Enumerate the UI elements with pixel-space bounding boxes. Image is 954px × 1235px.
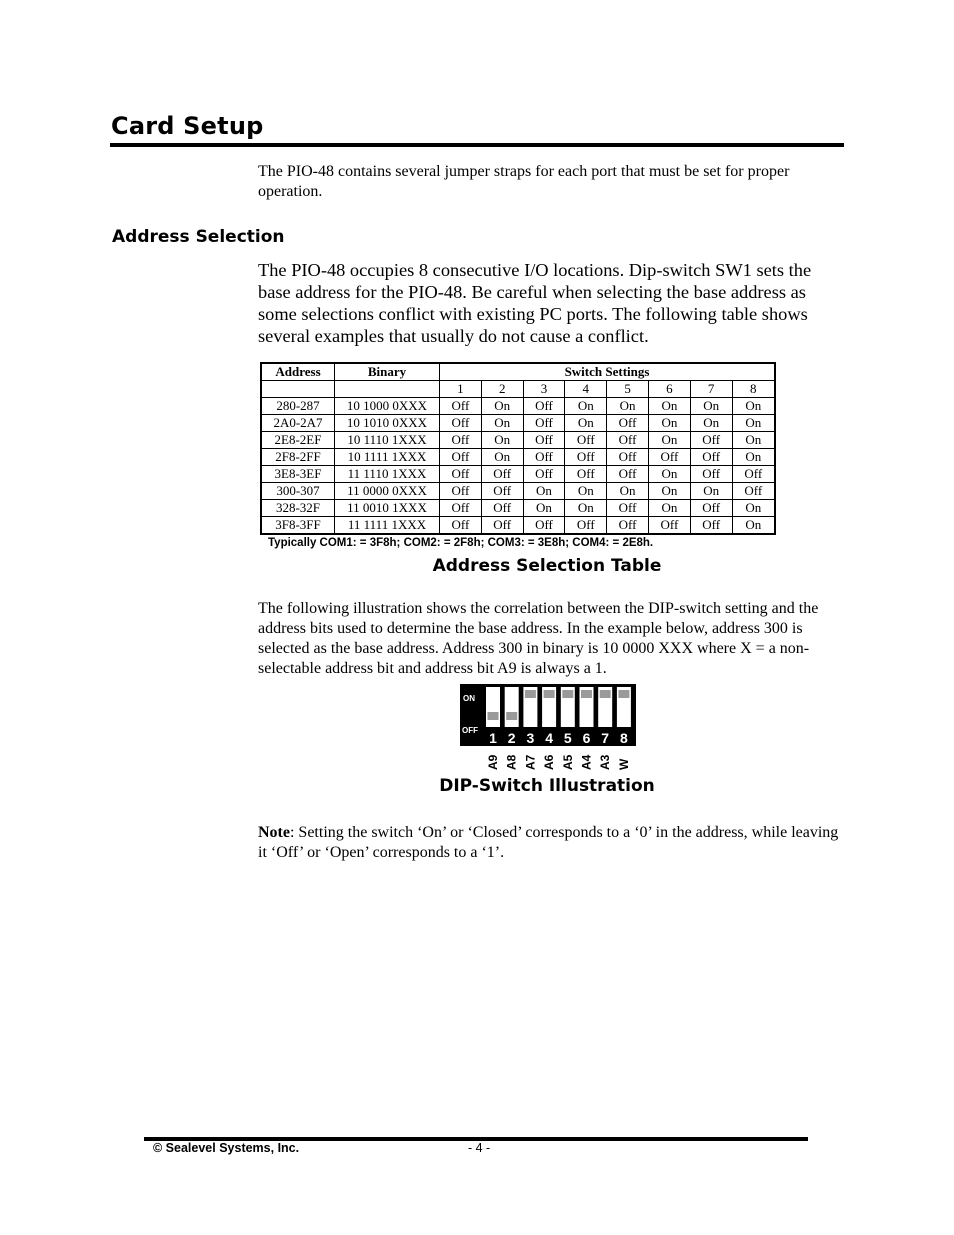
- switch-number-2: 2: [481, 381, 523, 398]
- binary-cell: 10 1111 1XXX: [335, 449, 440, 466]
- binary-cell: 11 0000 0XXX: [335, 483, 440, 500]
- switch-setting-cell: On: [523, 500, 565, 517]
- switch-setting-cell: On: [481, 449, 523, 466]
- table-row: [261, 466, 775, 483]
- switch-setting-cell: Off: [565, 432, 607, 449]
- switch-setting-cell: Off: [607, 517, 649, 535]
- switch-setting-cell: On: [732, 500, 775, 517]
- switch-setting-cell: On: [690, 398, 732, 415]
- address-cell: 3E8-3EF: [261, 466, 335, 483]
- binary-cell: 11 1111 1XXX: [335, 517, 440, 535]
- dip-off-label: OFF: [462, 726, 478, 735]
- switch-number-6: 6: [648, 381, 690, 398]
- switch-setting-cell: Off: [690, 517, 732, 535]
- dip-switch-1: [486, 687, 500, 727]
- address-cell: 3F8-3FF: [261, 517, 335, 535]
- switch-setting-cell: On: [732, 432, 775, 449]
- switch-setting-cell: Off: [440, 483, 482, 500]
- address-cell: 328-32F: [261, 500, 335, 517]
- switch-setting-cell: Off: [690, 500, 732, 517]
- switch-setting-cell: Off: [607, 466, 649, 483]
- address-bit-label: A7: [523, 754, 538, 770]
- switch-setting-cell: Off: [607, 432, 649, 449]
- switch-setting-cell: Off: [481, 500, 523, 517]
- table-header-row: [261, 363, 775, 381]
- switch-setting-cell: On: [648, 466, 690, 483]
- switch-setting-cell: Off: [732, 466, 775, 483]
- switch-setting-cell: On: [648, 500, 690, 517]
- address-bit-labels: [484, 749, 634, 771]
- table-row: [261, 483, 775, 500]
- dip-switch-number: 3: [526, 730, 535, 746]
- switch-setting-cell: On: [648, 432, 690, 449]
- switch-number-1: 1: [440, 381, 482, 398]
- switch-setting-cell: Off: [440, 449, 482, 466]
- switch-setting-cell: On: [732, 398, 775, 415]
- address-cell: 2A0-2A7: [261, 415, 335, 432]
- note-label: Note: [258, 824, 290, 841]
- footer-company: © Sealevel Systems, Inc.: [153, 1141, 300, 1155]
- switch-setting-cell: On: [648, 415, 690, 432]
- switch-number-5: 5: [607, 381, 649, 398]
- dip-switch-2: [505, 687, 519, 727]
- table-body: [261, 398, 775, 535]
- dip-switch-graphic: [460, 684, 636, 746]
- page-title: Card Setup: [111, 112, 264, 140]
- header-address: Address: [261, 363, 335, 381]
- switch-setting-cell: Off: [440, 432, 482, 449]
- section-heading: Address Selection: [112, 227, 285, 247]
- switch-setting-cell: On: [481, 398, 523, 415]
- switch-setting-cell: On: [607, 483, 649, 500]
- switch-setting-cell: On: [690, 415, 732, 432]
- switch-number-row: [261, 381, 775, 398]
- dip-switch-knob-1: [488, 712, 499, 720]
- switch-setting-cell: Off: [440, 517, 482, 535]
- switch-setting-cell: Off: [523, 432, 565, 449]
- com-port-note: Typically COM1: = 3F8h; COM2: = 2F8h; COM3: = 3E8h; COM4: = 2E8h.: [268, 537, 654, 549]
- address-paragraph: The PIO-48 occupies 8 consecutive I/O locations. Dip-switch SW1 sets the base address for the PIO-48. Be careful when selecting the base address as some selections conflict with existing PC ports. The following table shows several examples that usually do not cause a conflict.: [258, 260, 812, 346]
- address-bit-label: A6: [542, 754, 557, 770]
- note-paragraph: [258, 823, 848, 863]
- switch-setting-cell: Off: [523, 466, 565, 483]
- table-row: [261, 517, 775, 535]
- switch-setting-cell: Off: [565, 517, 607, 535]
- table-row: [261, 398, 775, 415]
- switch-number-4: 4: [565, 381, 607, 398]
- dip-switch-number: 7: [601, 730, 610, 746]
- binary-cell: 10 1110 1XXX: [335, 432, 440, 449]
- binary-cell: 11 0010 1XXX: [335, 500, 440, 517]
- address-selection-table: [260, 362, 776, 535]
- empty-cell: [335, 381, 440, 398]
- dip-switch-number: 8: [620, 730, 628, 746]
- switch-setting-cell: Off: [440, 466, 482, 483]
- dip-on-label: ON: [463, 694, 475, 703]
- header-binary: Binary: [335, 363, 440, 381]
- address-bit-label: A3: [598, 754, 613, 770]
- table-row: [261, 415, 775, 432]
- switch-setting-cell: Off: [481, 466, 523, 483]
- switch-setting-cell: Off: [440, 500, 482, 517]
- address-cell: 2F8-2FF: [261, 449, 335, 466]
- switch-setting-cell: On: [732, 449, 775, 466]
- switch-setting-cell: On: [732, 415, 775, 432]
- switch-setting-cell: Off: [523, 398, 565, 415]
- switch-setting-cell: Off: [607, 449, 649, 466]
- switch-number-8: 8: [732, 381, 775, 398]
- dip-switch-knob-6: [581, 690, 592, 698]
- address-bit-label: W: [616, 758, 631, 770]
- switch-setting-cell: Off: [690, 449, 732, 466]
- switch-setting-cell: Off: [648, 449, 690, 466]
- dip-switch-knob-2: [506, 712, 517, 720]
- switch-setting-cell: On: [565, 500, 607, 517]
- switch-setting-cell: Off: [565, 449, 607, 466]
- dip-switch-number: 5: [563, 730, 572, 746]
- switch-setting-cell: Off: [648, 517, 690, 535]
- table-row: [261, 432, 775, 449]
- header-switch-settings: Switch Settings: [440, 363, 776, 381]
- address-cell: 2E8-2EF: [261, 432, 335, 449]
- address-bit-label: A5: [560, 754, 575, 770]
- dip-switch-knob-3: [525, 690, 536, 698]
- switch-setting-cell: Off: [481, 483, 523, 500]
- switch-setting-cell: Off: [481, 517, 523, 535]
- switch-setting-cell: On: [607, 398, 649, 415]
- dip-switch-number: 6: [582, 730, 591, 746]
- illustration-caption: DIP-Switch Illustration: [439, 776, 655, 796]
- switch-setting-cell: On: [565, 398, 607, 415]
- dip-switch-illustration: [460, 684, 636, 746]
- address-bit-label: A8: [504, 754, 519, 770]
- switch-setting-cell: Off: [440, 398, 482, 415]
- switch-setting-cell: Off: [565, 466, 607, 483]
- switch-setting-cell: Off: [523, 517, 565, 535]
- table-row: [261, 500, 775, 517]
- address-bit-label: A4: [579, 754, 594, 770]
- switch-setting-cell: Off: [440, 415, 482, 432]
- dip-switch-number: 4: [545, 730, 553, 746]
- dip-switch-knob-5: [562, 690, 573, 698]
- switch-setting-cell: Off: [690, 432, 732, 449]
- dip-switch-number: 1: [489, 730, 497, 746]
- switch-setting-cell: Off: [690, 466, 732, 483]
- switch-setting-cell: On: [481, 432, 523, 449]
- binary-cell: 11 1110 1XXX: [335, 466, 440, 483]
- switch-setting-cell: On: [565, 483, 607, 500]
- address-bit-label: A9: [486, 754, 500, 770]
- switch-setting-cell: Off: [607, 500, 649, 517]
- dip-switch-knob-8: [618, 690, 629, 698]
- switch-number-7: 7: [690, 381, 732, 398]
- note-text: : Setting the switch ‘On’ or ‘Closed’ corresponds to a ‘0’ in the address, while leaving it ‘Off’ or ‘Open’ corresponds to a ‘1’.: [258, 824, 839, 861]
- table-caption: Address Selection Table: [432, 556, 662, 576]
- empty-cell: [261, 381, 335, 398]
- dip-switch-knob-7: [600, 690, 611, 698]
- switch-number-3: 3: [523, 381, 565, 398]
- switch-setting-cell: On: [648, 398, 690, 415]
- intro-paragraph: The PIO-48 contains several jumper straps for each port that must be set for proper operation.: [258, 163, 790, 200]
- address-cell: 300-307: [261, 483, 335, 500]
- switch-setting-cell: On: [648, 483, 690, 500]
- illustration-paragraph: The following illustration shows the correlation between the DIP-switch setting and the address bits used to determine the base address. In the example below, address 300 is selected as the base address. Address 300 in binary is 10 0000 XXX where X = a non-selectable address bit and address bit A9 is always a 1.: [258, 600, 819, 677]
- switch-setting-cell: Off: [523, 415, 565, 432]
- switch-setting-cell: Off: [523, 449, 565, 466]
- switch-setting-cell: On: [523, 483, 565, 500]
- binary-cell: 10 1010 0XXX: [335, 415, 440, 432]
- table-row: [261, 449, 775, 466]
- switch-setting-cell: Off: [607, 415, 649, 432]
- footer-page-number: - 4 -: [468, 1141, 491, 1155]
- switch-setting-cell: On: [732, 517, 775, 535]
- switch-setting-cell: On: [565, 415, 607, 432]
- switch-setting-cell: On: [481, 415, 523, 432]
- switch-setting-cell: Off: [732, 483, 775, 500]
- address-cell: 280-287: [261, 398, 335, 415]
- title-rule: [110, 143, 844, 147]
- switch-setting-cell: On: [690, 483, 732, 500]
- dip-switch-number: 2: [507, 730, 516, 746]
- binary-cell: 10 1000 0XXX: [335, 398, 440, 415]
- dip-switch-knob-4: [544, 690, 555, 698]
